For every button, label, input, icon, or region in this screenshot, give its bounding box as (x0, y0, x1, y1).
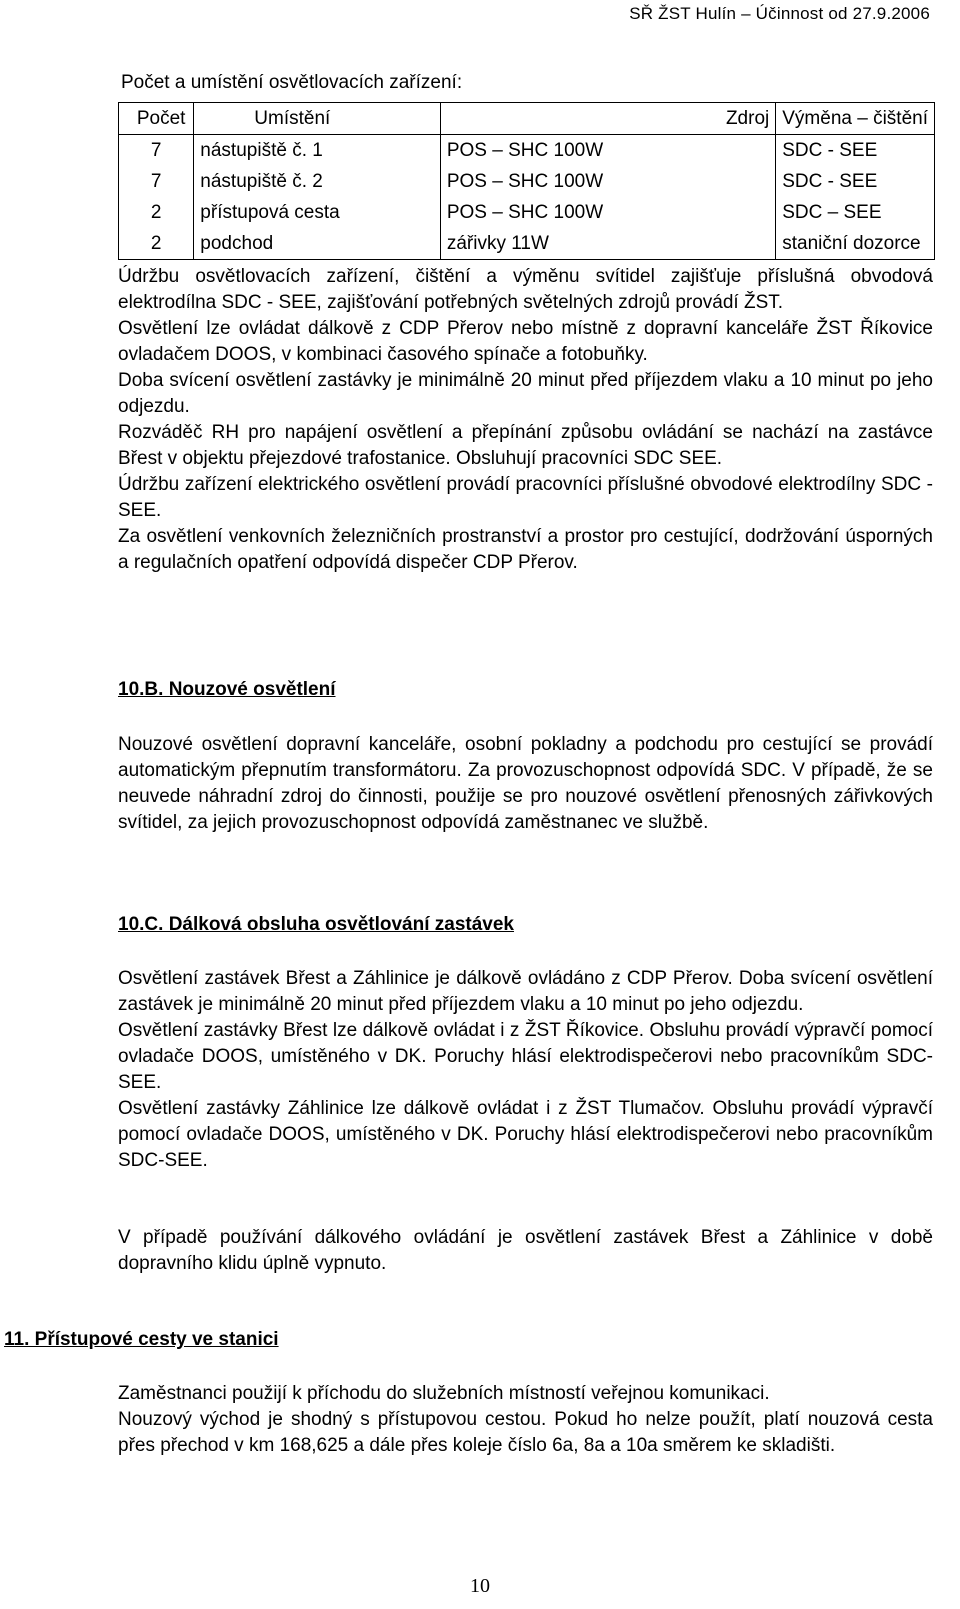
paragraph: Nouzové osvětlení dopravní kanceláře, osobní pokladny a podchodu pro cestující se provádí automatickým přepnutím transformátoru. Za provozuschopnost odpovídá SDC. V případě, že se neuvede náhradní zdroj do činnosti, použije se pro nouzové osvětlení přenosných zářivkových svítidel, za jejich provozuschopnost odpovídá zaměstnanec ve službě. (118, 734, 933, 833)
section-heading-remote-control: 10.C. Dálková obsluha osvětlování zastávek (118, 914, 515, 935)
table-cell: 7 (119, 135, 194, 167)
column-header-count: Počet (119, 103, 194, 135)
page-number: 10 (470, 1575, 490, 1597)
table-row (119, 197, 935, 228)
table-cell: podchod (194, 228, 441, 260)
paragraph: Osvětlení zastávek Břest a Záhlinice je dálkově ovládáno z CDP Přerov. Doba svícení osvětlení zastávek je minimálně 20 minut před příjezdem vlaku a 10 minut po jeho odjezdu. (118, 968, 933, 1015)
table-cell: SDC - SEE (776, 166, 935, 197)
table-row (119, 166, 935, 197)
table-cell: 2 (119, 228, 194, 260)
table-cell: SDC - SEE (776, 135, 935, 167)
table-row (119, 135, 935, 167)
table-header-row (119, 103, 935, 135)
table-cell: zářivky 11W (440, 228, 775, 260)
table-cell: SDC – SEE (776, 197, 935, 228)
lighting-table (118, 102, 935, 260)
table-cell: nástupiště č. 1 (194, 135, 441, 167)
table-cell: POS – SHC 100W (440, 166, 775, 197)
table-cell: 2 (119, 197, 194, 228)
table-row (119, 228, 935, 260)
paragraph: Osvětlení lze ovládat dálkově z CDP Přerov nebo místně z dopravní kanceláře ŽST Říkovice ovladačem DOOS, v kombinaci časového spínače a fotobuňky. (118, 318, 933, 365)
paragraph: Osvětlení zastávky Záhlinice lze dálkově ovládat i z ŽST Tlumačov. Obsluhu provádí výpravčí pomocí ovladače DOOS, umístěného v DK. Poruchy hlásí elektrodispečerovi nebo pracovníkům SDC-SEE. (118, 1098, 933, 1171)
paragraph: Rozváděč RH pro napájení osvětlení a přepínání způsobu ovládání se nachází na zastávce Břest v objektu přejezdové trafostanice. Obsluhují pracovníci SDC SEE. (118, 422, 933, 469)
paragraph: Nouzový východ je shodný s přístupovou cestou. Pokud ho nelze použít, platí nouzová cesta přes přechod v km 168,625 a dále přes koleje číslo 6a, 8a a 10a směrem ke skladišti. (118, 1409, 933, 1456)
table-cell: POS – SHC 100W (440, 135, 775, 167)
table-cell: staniční dozorce (776, 228, 935, 260)
paragraph: Doba svícení osvětlení zastávky je minimálně 20 minut před příjezdem vlaku a 10 minut po jeho odjezdu. (118, 370, 933, 417)
table-cell: POS – SHC 100W (440, 197, 775, 228)
column-header-maintenance: Výměna – čištění (776, 103, 935, 135)
remote-control-note (118, 1225, 933, 1277)
paragraph: Údržbu osvětlovacích zařízení, čištění a výměnu svítidel zajišťuje příslušná obvodová elektrodílna SDC - SEE, zajišťování potřebných světelných zdrojů provádí ŽST. (118, 266, 933, 313)
section-heading-access-routes: 11. Přístupové cesty ve stanici (4, 1329, 279, 1350)
paragraph: Osvětlení zastávky Břest lze dálkově ovládat i z ŽST Říkovice. Obsluhu provádí výpravčí pomocí ovladače DOOS, umístěného v DK. Poruchy hlásí elektrodispečerovi nebo pracovníkům SDC-SEE. (118, 1020, 933, 1093)
column-header-source: Zdroj (440, 103, 775, 135)
table-cell: nástupiště č. 2 (194, 166, 441, 197)
table-cell: 7 (119, 166, 194, 197)
paragraph: Za osvětlení venkovních železničních prostranství a prostor pro cestující, dodržování úsporných a regulačních opatření odpovídá dispečer CDP Přerov. (118, 526, 933, 573)
page-header: SŘ ŽST Hulín – Účinnost od 27.9.2006 (629, 4, 930, 23)
remote-control-text (118, 966, 933, 1174)
section-heading-emergency-lighting: 10.B. Nouzové osvětlení (118, 679, 336, 700)
paragraph: Údržbu zařízení elektrického osvětlení provádí pracovníci příslušné obvodové elektrodílny SDC - SEE. (118, 474, 933, 521)
column-header-location: Umístění (194, 103, 441, 135)
paragraph: V případě používání dálkového ovládání je osvětlení zastávek Břest a Záhlinice v době dopravního klidu úplně vypnuto. (118, 1227, 933, 1274)
emergency-lighting-text (118, 732, 933, 836)
lighting-text-block (118, 264, 933, 576)
table-cell: přístupová cesta (194, 197, 441, 228)
paragraph: Zaměstnanci použijí k příchodu do služebních místností veřejnou komunikaci. (118, 1383, 770, 1404)
table-caption: Počet a umístění osvětlovacích zařízení: (121, 72, 463, 93)
access-routes-text (118, 1381, 933, 1459)
